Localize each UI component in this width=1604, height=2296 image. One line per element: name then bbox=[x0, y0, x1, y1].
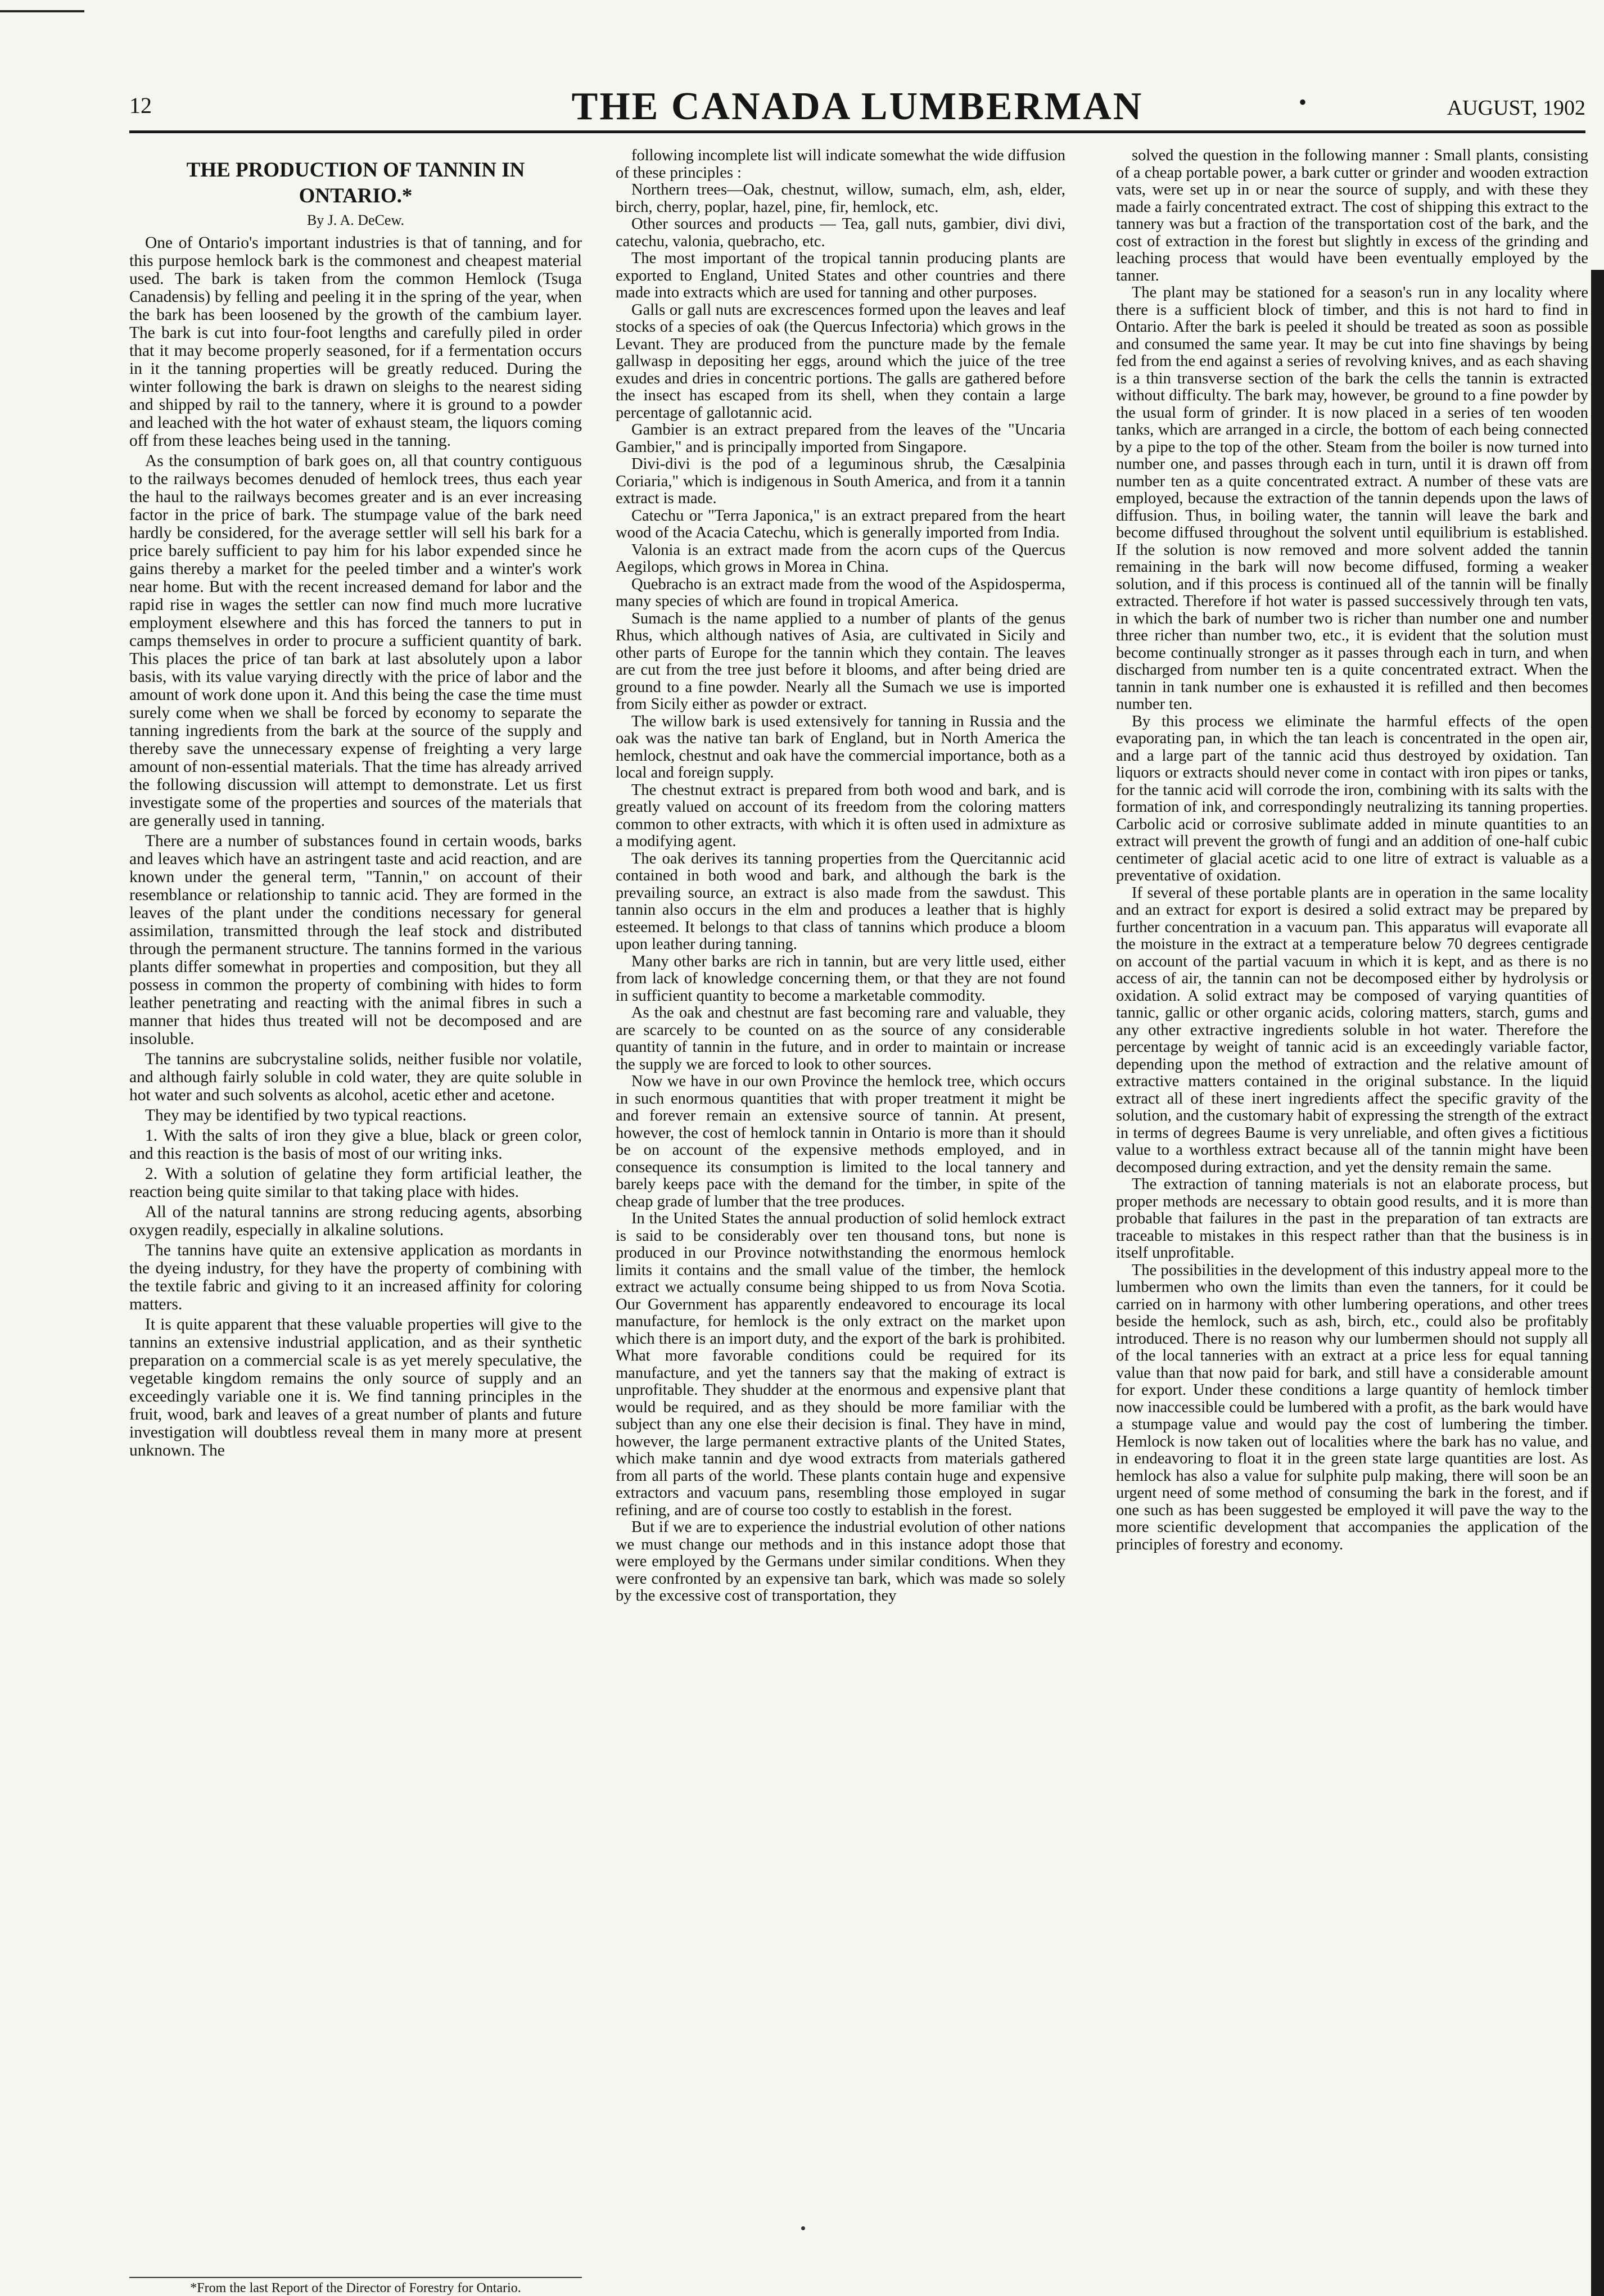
column-1-body bbox=[129, 234, 582, 1459]
paragraph: solved the question in the following manner : Small plants, consisting of a cheap portable power, a bark cutter or grinder and wooden extraction vats, were set up in or near the source of supply, and with these they made a fairly concentrated extract. The cost of shipping this extract to the tannery was but a fraction of the transportation cost of the bark, and the cost of extraction in the forest but slightly in excess of the grinding and leaching process that would have been eventually employed by the tanner. bbox=[1116, 147, 1588, 284]
article-title: THE PRODUCTION OF TANNIN IN ONTARIO.* bbox=[186, 159, 525, 207]
paragraph: One of Ontario's important industries is that of tanning, and for this purpose hemlock bark is the commonest and cheapest material used. The bark is taken from the common Hemlock (Tsuga Canadensis) by felling and peeling it in the spring of the year, when the bark has been loosened by the growth of the cambium layer. The bark is cut into four-foot lengths and carefully piled in order that it may become properly seasoned, for if a fermentation occurs in it the tanning properties will be greatly reduced. During the winter following the bark is drawn on sleighs to the nearest siding and shipped by rail to the tannery, where it is ground to a powder and leached with the hot water of exhaust steam, the liquors coming off from these leaches being used in the tanning. bbox=[129, 234, 582, 450]
paragraph: In the United States the annual production of solid hemlock extract is said to be considerably over ten thousand tons, but none is produced in our Province notwithstanding the enormous hemlock limits it contains and the small value of the timber, the hemlock extract we actually consume being shipped to us from Nova Scotia. Our Government has apparently endeavored to encourage its local manufacture, for hemlock is the only extract on the market upon which there is an import duty, and the export of the bark is prohibited. What more favorable conditions could be required for its manufacture, and yet the tanners say that the making of extract is unprofitable. They shudder at the enormous and expensive plant that would be required, and as they should be more familiar with the subject than any one else their decision is final. They have in mind, however, the large permanent extractive plants of the United States, which make tannin and dye wood extracts from materials gathered from all parts of the world. These plants contain huge and expensive extractors and vacuum pans, resembling those employed in sugar refining, and are of course too costly to establish in the forest. bbox=[616, 1210, 1065, 1519]
paragraph: Gambier is an extract prepared from the leaves of the "Uncaria Gambier," and is principally imported from Singapore. bbox=[616, 421, 1065, 456]
header-bullet: • bbox=[1299, 89, 1307, 115]
paragraph: The possibilities in the development of this industry appeal more to the lumbermen who own the limits than even the tanners, for it could be carried on in harmony with other lumbering operations, and other trees beside the hemlock, such as ash, birch, etc., could also be profitably introduced. There is no reason why our lumbermen should not supply all of the local tanneries with an extract at a price less for equal tanning value than that now paid for bark, and still have a considerable amount for export. Under these conditions a large quantity of hemlock timber now inaccessible could be lumbered with a profit, as the bark would have a stumpage value and would pay the cost of lumbering the timber. Hemlock is now taken out of localities where the bark has no value, and in endeavoring to float it in the green state large quantities are lost. As hemlock has also a value for sulphite pulp making, there will soon be an urgent need of some method of consuming the bark in the forest, and if one such as has been suggested be employed it will pave the way to the more scientific development that accompanies the application of the principles of forestry and economy. bbox=[1116, 1261, 1588, 1553]
issue-date: AUGUST, 1902 bbox=[1447, 96, 1585, 120]
paragraph: following incomplete list will indicate somewhat the wide diffusion of these principles : bbox=[616, 147, 1065, 182]
column-3 bbox=[1116, 147, 1588, 2289]
paragraph: Now we have in our own Province the hemlock tree, which occurs in such enormous quantities that with proper treatment it might be and forever remain an extensive source of tannin. At present, however, the cost of hemlock tannin in Ontario is more than it should be on account of the expensive methods employed, and in consequence its consumption is limited to the local tannery and barely keeps pace with the demand for the timber, in spite of the cheap grade of lumber that the tree produces. bbox=[616, 1073, 1065, 1210]
bottom-dot bbox=[801, 2226, 805, 2230]
paragraph: Valonia is an extract made from the acorn cups of the Quercus Aegilops, which grows in Morea in China. bbox=[616, 541, 1065, 576]
paragraph: By this process we eliminate the harmful effects of the open evaporating pan, in which the tan leach is concentrated in the open air, and a large part of the tannic acid thus destroyed by oxidation. Tan liquors or extracts should never come in contact with iron pipes or tanks, for the tannic acid will corrode the iron, combining with its salts with the formation of ink, and correspondingly neutralizing its tanning properties. Carbolic acid or corrosive sublimate added in minute quantities to an extract will prevent the growth of fungi and an addition of one-half cubic centimeter of glacial acetic acid to one litre of extract is valuable as a preventative of oxidation. bbox=[1116, 712, 1588, 884]
paragraph: The plant may be stationed for a season's run in any locality where there is a sufficient block of timber, and this is not hard to find in Ontario. After the bark is peeled it should be treated as soon as possible and consumed the same year. It may be cut into fine shavings by being fed from the end against a series of revolving knives, and as each shaving is a thin transverse section of the bark the cells the tannin is extracted without difficulty. The bark may, however, be ground to a fine powder by the usual form of grinder. It is now placed in a series of ten wooden tanks, which are arranged in a circle, the bottom of each being connected by a pipe to the top of the other. Steam from the boiler is now turned into number one, and passes through each in turn, until it is drawn off from number ten as a quite concentrated extract. A number of these vats are employed, because the extraction of the tannin depends upon the laws of diffusion. Thus, in boiling water, the tannin will leave the bark and become diffused throughout the solvent until equilibrium is established. If the solution is now removed and more solvent added the tannin remaining in the bark will now become diffused, forming a weaker solution, and if this process is continued all of the tannin will be finally extracted. Therefore if hot water is passed successively through ten vats, in which the bark of number two is richer than number one and number three richer than number two, etc., it is evident that the solution must become continually stronger as it passes through each in turn, and when discharged from number ten is a quite concentrated extract. When the tannin in tank number one is exhausted it is refilled and then becomes number ten. bbox=[1116, 284, 1588, 713]
paragraph: As the consumption of bark goes on, all that country contiguous to the railways becomes denuded of hemlock trees, thus each year the haul to the railways becomes greater and is an ever increasing factor in the price of bark. The stumpage value of the bark need hardly be considered, for the average settler will sell his bark for a price barely sufficient to pay him for his labor expended since he gains thereby a market for the peeled timber and a winter's work near home. But with the recent increased demand for labor and the rapid rise in wages the settler can now find much more lucrative employment elsewhere and this has forced the tanners to put in camps themselves in order to procure a sufficient quantity of bark. This places the price of tan bark at last absolutely upon a labor basis, with its value varying directly with the price of labor and the amount of work done upon it. And this being the case the time must surely come when we shall be forced by economy to separate the tanning ingredients from the bark at the source of the supply and thereby save the unnecessary expense of freighting a very large amount of non-essential materials. That the time has already arrived the following discussion will attempt to demonstrate. Let us first investigate some of the properties and sources of the materials that are generally used in tanning. bbox=[129, 452, 582, 830]
masthead: THE CANADA LUMBERMAN bbox=[571, 85, 1144, 128]
paragraph: Galls or gall nuts are excrescences formed upon the leaves and leaf stocks of a species of oak (the Quercus Infectoria) which grows in the Levant. They are produced from the puncture made by the female gallwasp in depositing her eggs, around which the juice of the tree exudes and dries in concentric portions. The galls are gathered before the insect has escaped from its shell, when they contain a large percentage of gallotannic acid. bbox=[616, 301, 1065, 422]
paragraph: The willow bark is used extensively for tanning in Russia and the oak was the native tan bark of England, but in North America the hemlock, chestnut and oak have the commercial importance, both as a local and foreign supply. bbox=[616, 712, 1065, 781]
paragraph: Northern trees—Oak, chestnut, willow, sumach, elm, ash, elder, birch, cherry, poplar, hazel, pine, fir, hemlock, etc. bbox=[616, 181, 1065, 216]
column-1 bbox=[129, 147, 582, 2267]
header-rule bbox=[129, 130, 1585, 133]
page-number: 12 bbox=[129, 93, 152, 118]
footnote: *From the last Report of the Director of Forestry for Ontario. bbox=[190, 2281, 521, 2295]
paragraph: 1. With the salts of iron they give a blue, black or green color, and this reaction is the basis of most of our writing inks. bbox=[129, 1127, 582, 1163]
paragraph: Quebracho is an extract made from the wood of the Aspidosperma, many species of which are found in tropical America. bbox=[616, 575, 1065, 610]
column-2 bbox=[616, 147, 1065, 2289]
paragraph: The chestnut extract is prepared from both wood and bark, and is greatly valued on account of its freedom from the coloring matters common to other extracts, with which it is often used in admixture as a modifying agent. bbox=[616, 781, 1065, 850]
footnote-rule bbox=[129, 2277, 582, 2278]
paragraph: They may be identified by two typical reactions. bbox=[145, 1106, 467, 1124]
column-3-body bbox=[1116, 147, 1588, 1553]
paragraph: The tannins are subcrystaline solids, neither fusible nor volatile, and although fairly soluble in cold water, they are quite soluble in hot water and such solvents as alcohol, acetic ether and acetone. bbox=[129, 1050, 582, 1104]
paragraph: There are a number of substances found in certain woods, barks and leaves which have an astringent taste and acid reaction, and are known under the general term, "Tannin," on account of their resemblance or relationship to tannic acid. They are formed in the leaves of the plant under the conditions necessary for general assimilation, transmitted through the leaf stock and distributed through the permanent structure. The tannins formed in the various plants differ somewhat in properties and composition, but they all possess in common the property of combining with hides to form leather penetrating and reacting with the animal fibres in such a manner that hides thus treated will not be decomposed and are insoluble. bbox=[129, 832, 582, 1048]
paragraph: The oak derives its tanning properties from the Quercitannic acid contained in both wood and bark, and although the bark is the prevailing source, an extract is also made from the sawdust. This tannin also occurs in the elm and produces a leather that is highly esteemed. It belongs to that class of tannins which produce a bloom upon leather during tanning. bbox=[616, 849, 1065, 953]
paragraph: Catechu or "Terra Japonica," is an extract prepared from the heart wood of the Acacia Catechu, which is generally imported from India. bbox=[616, 507, 1065, 541]
paragraph: Other sources and products — Tea, gall nuts, gambier, divi divi, catechu, valonia, quebracho, etc. bbox=[616, 215, 1065, 250]
paragraph: If several of these portable plants are in operation in the same locality and an extract for export is desired a solid extract may be prepared by further concentration in a vacuum pan. This apparatus will evaporate all the moisture in the extract at a temperature below 70 degrees centigrade on account of the partial vacuum in which it is kept, and as there is no access of air, the tannin can not be decomposed either by hydrolysis or oxidation. A solid extract may be composed of varying quantities of tannic, gallic or other organic acids, coloring matters, starch, gums and any other extractive ingredients soluble in hot water. Therefore the percentage by weight of tannic acid is an exceedingly variable factor, depending upon the method of extraction and the relative amount of extractive matters contained in the original substance. In the liquid extract all of these inert ingredients affect the specific gravity of the solution, and the customary habit of expressing the strength of the extract in terms of degrees Baume is very unreliable, and often gives a fictitious value to a worthless extract because all of the tannin might have been decomposed during extraction, and yet the density remain the same. bbox=[1116, 884, 1588, 1176]
paragraph: Divi-divi is the pod of a leguminous shrub, the Cæsalpinia Coriaria," which is indigenous in South America, and from it a tannin extract is made. bbox=[616, 455, 1065, 507]
paragraph: Sumach is the name applied to a number of plants of the genus Rhus, which although natives of Asia, are cultivated in Sicily and other parts of Europe for the tannin which they contain. The leaves are cut from the tree just before it blooms, and after being dried are ground to a fine powder. Nearly all the Sumach we use is imported from Sicily either as powder or extract. bbox=[616, 609, 1065, 713]
paragraph: As the oak and chestnut are fast becoming rare and valuable, they are scarcely to be counted on as the source of any considerable quantity of tannin in the future, and in order to maintain or increase the supply we are forced to look to other sources. bbox=[616, 1004, 1065, 1073]
paragraph: The tannins have quite an extensive application as mordants in the dyeing industry, for they have the property of combining with the textile fabric and giving to it an increased affinity for coloring matters. bbox=[129, 1241, 582, 1313]
article-byline: By J. A. DeCew. bbox=[306, 212, 405, 228]
paragraph: But if we are to experience the industrial evolution of other nations we must change our methods and in this instance adopt those that were employed by the Germans under similar conditions. When they were confronted by an expensive tan bark, which was made so solely by the excessive cost of transportation, they bbox=[616, 1518, 1065, 1605]
column-2-body bbox=[616, 147, 1065, 1605]
paragraph: All of the natural tannins are strong reducing agents, absorbing oxygen readily, especially in alkaline solutions. bbox=[129, 1203, 582, 1239]
page-header bbox=[129, 84, 1585, 126]
binding-shadow bbox=[1591, 270, 1604, 2296]
paragraph: Many other barks are rich in tannin, but are very little used, either from lack of knowledge concerning them, or that they are not found in sufficient quantity to become a marketable commodity. bbox=[616, 952, 1065, 1005]
paragraph: 2. With a solution of gelatine they form artificial leather, the reaction being quite similar to that taking place with hides. bbox=[129, 1165, 582, 1201]
top-edge-rule bbox=[0, 10, 84, 12]
paragraph: The most important of the tropical tannin producing plants are exported to England, United States and other countries and there made into extracts which are used for tanning and other purposes. bbox=[616, 250, 1065, 301]
paragraph: It is quite apparent that these valuable properties will give to the tannins an extensive industrial application, and as their synthetic preparation on a commercial scale is as yet merely speculative, the vegetable kingdom remains the only source of supply and an exceedingly variable one it is. We find tanning principles in the fruit, wood, bark and leaves of a great number of plants and future investigation will doubtless reveal them in many more at present unknown. The bbox=[129, 1316, 582, 1459]
paragraph: The extraction of tanning materials is not an elaborate process, but proper methods are necessary to obtain good results, and it is more than probable that failures in the past in the preparation of tan extracts are traceable to mistakes in this respect rather than that the business is in itself unprofitable. bbox=[1116, 1176, 1588, 1262]
